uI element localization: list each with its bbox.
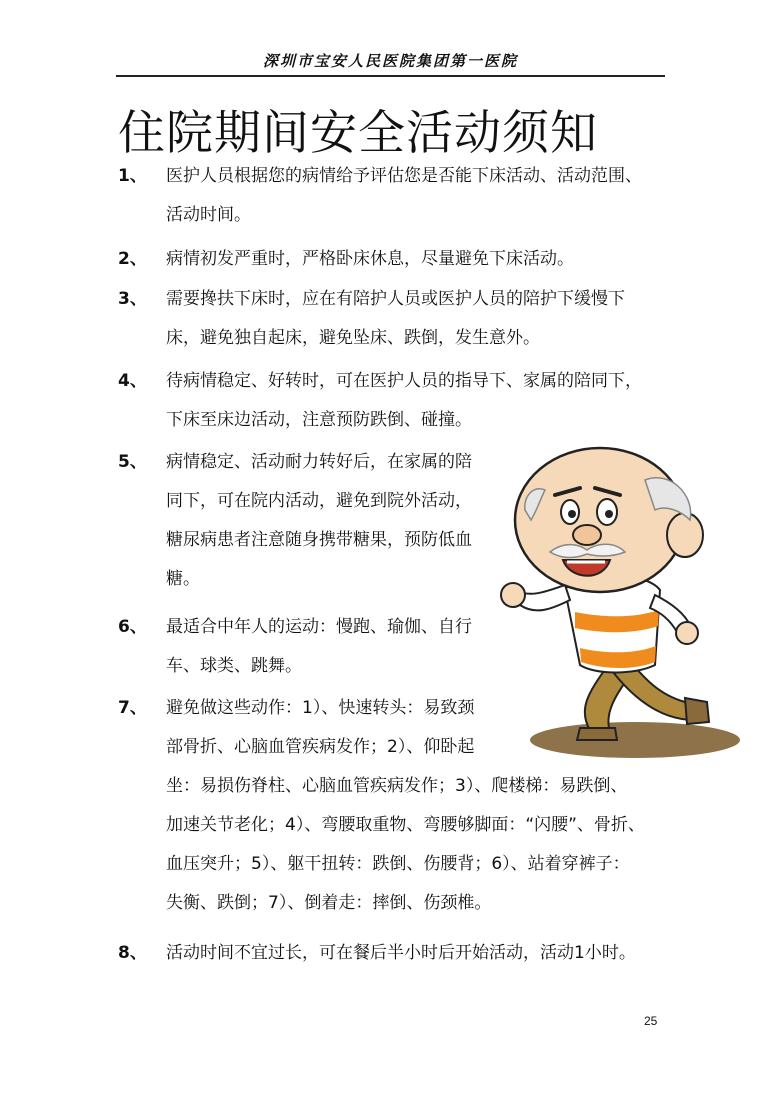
item-text: 需要搀扶下床时，应在有陪护人员或医护人员的陪护下缓慢下 (166, 289, 625, 309)
item-text: 糖。 (166, 569, 200, 589)
elderly-man-running-icon (495, 440, 745, 760)
item-text: 血压突升；5）、躯干扭转：跌倒、伤腰背；6）、站着穿裤子： (166, 854, 630, 874)
item-text: 医护人员根据您的病情给予评估您是否能下床活动、活动范围、 (166, 166, 642, 186)
header-divider (116, 75, 665, 77)
item-number: 6、 (118, 617, 147, 637)
item-text: 车、球类、跳舞。 (166, 656, 302, 676)
item-number: 8、 (118, 943, 147, 963)
item-number: 1、 (118, 166, 147, 186)
item-number: 2、 (118, 249, 147, 269)
item-number: 3、 (118, 289, 147, 309)
item-text: 部骨折、心脑血管疾病发作；2）、仰卧起 (166, 737, 475, 757)
item-text: 糖尿病患者注意随身携带糖果，预防低血 (166, 530, 472, 550)
item-text: 活动时间。 (166, 205, 251, 225)
item-text: 加速关节老化；4）、弯腰取重物、弯腰够脚面：“闪腰”、骨折、 (166, 815, 645, 835)
item-number: 7、 (118, 698, 147, 718)
hospital-header: 深圳市宝安人民医院集团第一医院 (262, 52, 518, 70)
item-text: 待病情稳定、好转时，可在医护人员的指导下、家属的陪同下， (166, 371, 642, 391)
page-number: 25 (644, 1014, 658, 1028)
item-text: 避免做这些动作：1）、快速转头：易致颈 (166, 698, 475, 718)
item-number: 5、 (118, 452, 147, 472)
item-text: 同下，可在院内活动，避免到院外活动， (166, 491, 472, 511)
item-text: 坐：易损伤脊柱、心脑血管疾病发作；3）、爬楼梯：易跌倒、 (166, 776, 628, 796)
item-text: 活动时间不宜过长，可在餐后半小时后开始活动，活动1小时。 (166, 943, 636, 963)
item-text: 床，避免独自起床，避免坠床、跌倒，发生意外。 (166, 328, 540, 348)
item-text: 病情稳定、活动耐力转好后，在家属的陪 (166, 452, 472, 472)
page-title: 住院期间安全活动须知 (118, 106, 598, 161)
item-number: 4、 (118, 371, 147, 391)
item-text: 最适合中年人的运动：慢跑、瑜伽、自行 (166, 617, 472, 637)
item-text: 下床至床边活动，注意预防跌倒、碰撞。 (166, 410, 472, 430)
item-text: 失衡、跌倒；7）、倒着走：摔倒、伤颈椎。 (166, 893, 492, 913)
item-text: 病情初发严重时，严格卧床休息，尽量避免下床活动。 (166, 249, 574, 269)
